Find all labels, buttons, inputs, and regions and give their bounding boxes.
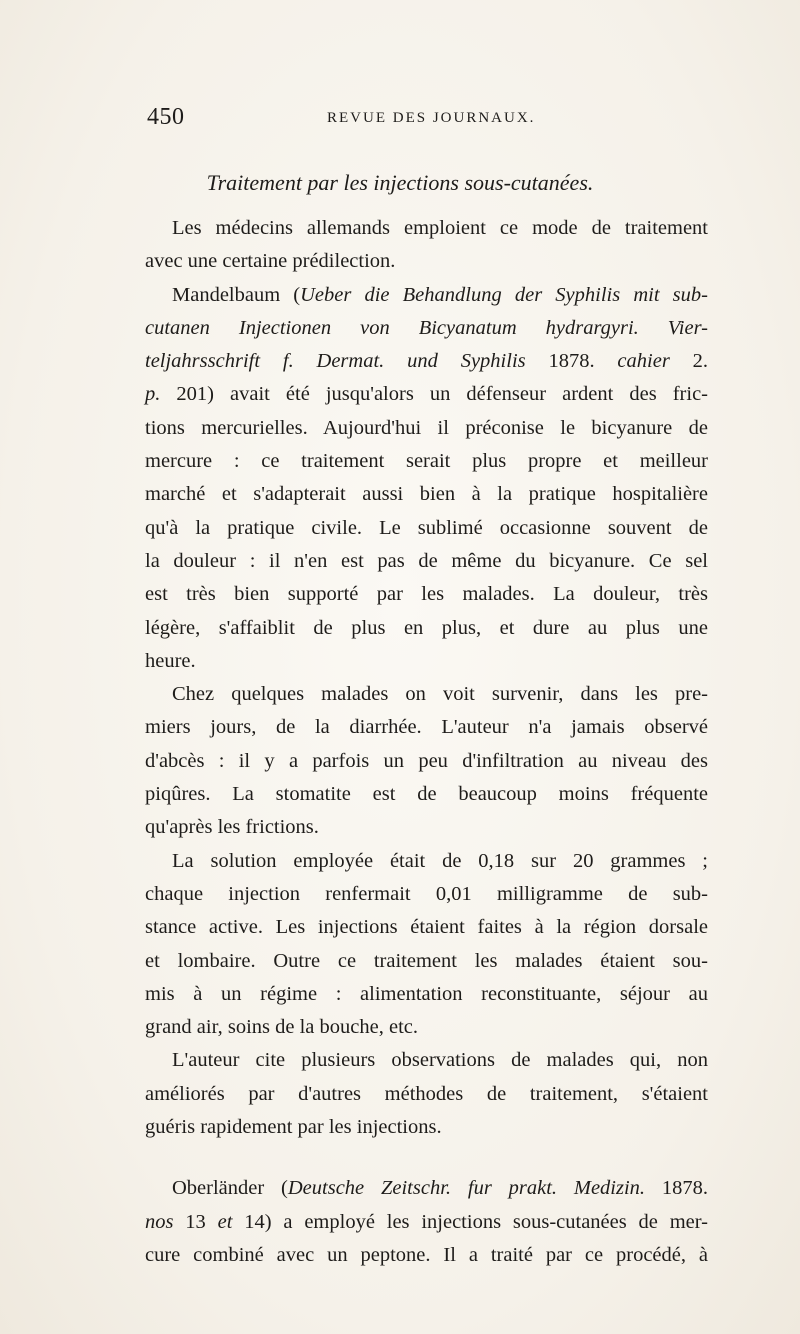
citation-issue-label: cahier — [617, 350, 670, 373]
text-line: stance active. Les injections étaient faites à la région dorsale — [145, 916, 708, 939]
text-line: améliorés par d'autres méthodes de traitement, s'étaient — [145, 1082, 708, 1105]
text-line: la douleur : il n'en est pas de même du bicyanure. Ce sel — [145, 549, 708, 572]
text-line: piqûres. La stomatite est de beaucoup moins fréquente — [145, 783, 708, 806]
author-name: Mandelbaum ( — [172, 283, 301, 306]
text-line: légère, s'affaiblit de plus en plus, et dure au plus une — [145, 616, 708, 639]
text-line: qu'après les frictions. — [145, 816, 319, 839]
text-line: qu'à la pratique civile. Le sublimé occasionne souvent de — [145, 516, 708, 539]
text-line: d'abcès : il y a parfois un peu d'infiltration au niveau des — [145, 749, 708, 772]
citation-number: 13 — [173, 1210, 218, 1233]
text-fragment: 14) a employé les injections sous-cutanées de mer- — [232, 1210, 709, 1233]
text-line — [145, 345, 708, 378]
citation-title: Ueber die Behandlung der Syphilis mit sub- — [300, 283, 708, 306]
text-line: miers jours, de la diarrhée. L'auteur n'a jamais observé — [145, 716, 708, 739]
body-text — [145, 212, 709, 1272]
author-name: Oberländer ( — [172, 1177, 288, 1200]
citation-page-label: p. — [145, 383, 161, 406]
text-line: avec une certaine prédilection. — [145, 250, 396, 273]
citation-issue: 2. — [669, 350, 709, 373]
text-line: mercure : ce traitement serait plus propre et meilleur — [145, 450, 708, 473]
text-line: est très bien supporté par les malades. La douleur, très — [145, 583, 708, 606]
page-number: 450 — [147, 104, 185, 130]
text-line: cure combiné avec un peptone. Il a traité par ce procédé, à — [145, 1243, 708, 1266]
text-line: La solution employée était de 0,18 sur 20 grammes ; — [172, 849, 708, 872]
text-line: tions mercurielles. Aujourd'hui il préconise le bicyanure de — [145, 416, 708, 439]
paragraph-5 — [145, 1044, 708, 1144]
text-line — [172, 1172, 708, 1205]
text-line: chaque injection renfermait 0,01 milligramme de sub- — [145, 882, 708, 905]
section-heading: Traitement par les injections sous-cutanées. — [206, 170, 594, 195]
text-line: L'auteur cite plusieurs observations de malades qui, non — [172, 1049, 708, 1072]
text-line: Les médecins allemands emploient ce mode de traitement — [172, 217, 708, 239]
paragraph-3 — [145, 678, 708, 844]
citation-conjunction: et — [217, 1210, 233, 1233]
citation-numbers-label: nos — [145, 1210, 174, 1233]
text-fragment: 201) avait été jusqu'alors un défenseur ardent des fric- — [160, 383, 708, 406]
text-line: et lombaire. Outre ce traitement les malades étaient sou- — [145, 949, 708, 972]
citation-journal: teljahrsschrift f. Dermat. und Syphilis — [145, 350, 526, 373]
text-line: Chez quelques malades on voit survenir, dans les pre- — [172, 683, 708, 706]
paragraph-4 — [145, 845, 708, 1045]
text-line: marché et s'adapterait aussi bien à la pratique hospitalière — [145, 483, 708, 506]
paragraph-1 — [145, 212, 708, 279]
citation-year: 1878. — [525, 350, 618, 373]
paragraph-gap — [172, 1144, 708, 1172]
text-line: cutanen Injectionen von Bicyanatum hydrargyri. Vier- — [145, 316, 708, 339]
paragraph-6 — [145, 1172, 709, 1272]
text-line: guéris rapidement par les injections. — [145, 1116, 442, 1139]
text-line: mis à un régime : alimentation reconstituante, séjour au — [145, 982, 708, 1005]
paragraph-2 — [145, 279, 709, 679]
page-header — [147, 104, 707, 134]
citation-year: 1878. — [645, 1177, 709, 1200]
text-line: grand air, soins de la bouche, etc. — [145, 1016, 418, 1039]
text-line — [172, 279, 708, 312]
text-line — [145, 1206, 708, 1239]
text-line — [145, 378, 708, 411]
citation-journal: Deutsche Zeitschr. fur prakt. Medizin. — [287, 1177, 646, 1200]
text-line: heure. — [145, 649, 196, 672]
running-title: REVUE DES JOURNAUX. — [327, 110, 536, 126]
